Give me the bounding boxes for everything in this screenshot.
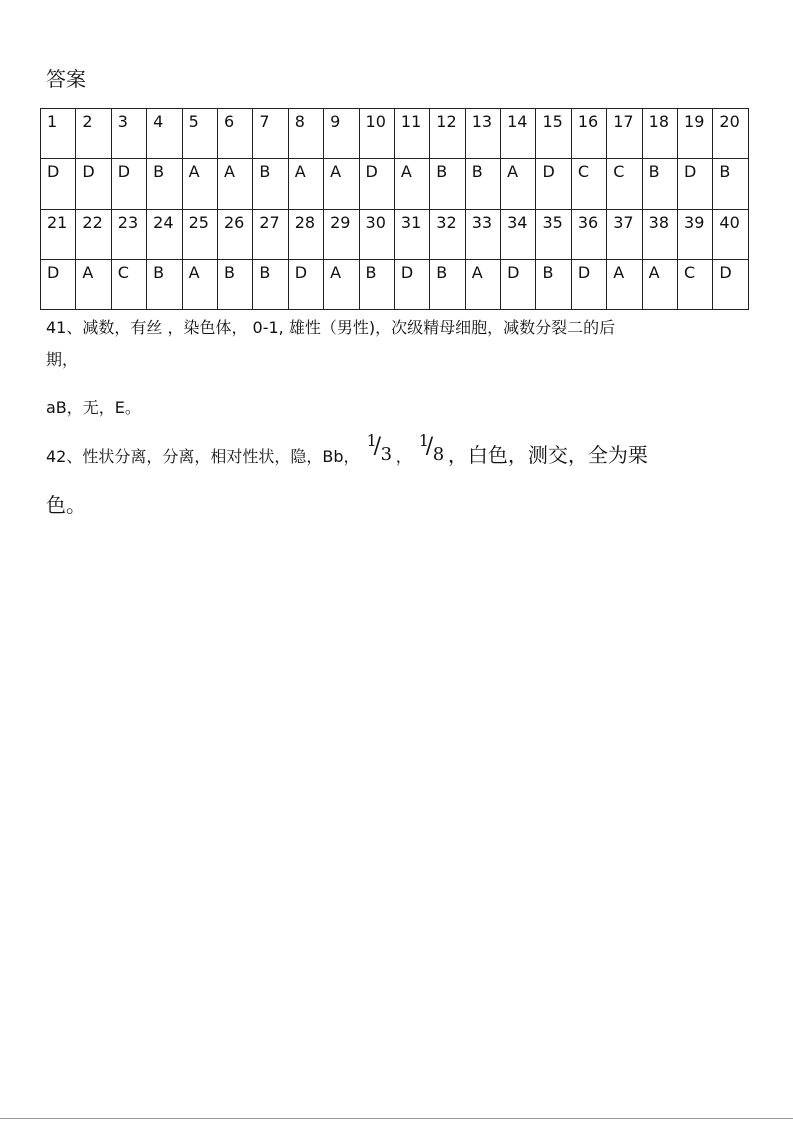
question-number-cell: 38	[642, 209, 677, 259]
question-number-cell: 39	[678, 209, 713, 259]
fraction-denominator: 3	[380, 444, 393, 465]
answer-cell: D	[41, 259, 76, 309]
question-number-cell: 4	[147, 109, 182, 159]
question-number-cell: 34	[501, 209, 536, 259]
answer-cell: A	[324, 159, 359, 209]
answer-cell: A	[465, 259, 500, 309]
fraction-one-eighth	[417, 431, 445, 468]
question-number-cell: 1	[41, 109, 76, 159]
q41-answer-line-2: 期，	[46, 350, 79, 369]
answer-cell: C	[111, 259, 146, 309]
question-number-cell: 19	[678, 109, 713, 159]
answer-table	[40, 108, 749, 310]
question-number-cell: 40	[713, 209, 749, 259]
question-number-row	[41, 209, 749, 259]
question-number-cell: 32	[430, 209, 465, 259]
answer-cell: D	[359, 159, 394, 209]
answer-cell: A	[394, 159, 429, 209]
answer-cell: D	[288, 259, 323, 309]
question-number-cell: 7	[253, 109, 288, 159]
answer-cell: B	[217, 259, 252, 309]
answer-cell: D	[713, 259, 749, 309]
answer-cell: A	[501, 159, 536, 209]
answer-cell: D	[571, 259, 606, 309]
answer-cell: D	[76, 159, 111, 209]
answer-cell: D	[501, 259, 536, 309]
question-number-cell: 3	[111, 109, 146, 159]
answer-cell: C	[607, 159, 642, 209]
answer-cell: A	[607, 259, 642, 309]
answer-cell: D	[536, 159, 571, 209]
answer-cell: A	[76, 259, 111, 309]
question-number-cell: 25	[182, 209, 217, 259]
question-number-cell: 17	[607, 109, 642, 159]
question-number-cell: 15	[536, 109, 571, 159]
answer-cell: A	[182, 159, 217, 209]
question-number-cell: 29	[324, 209, 359, 259]
question-number-cell: 13	[465, 109, 500, 159]
q42-part-2: ，白色，测交，全为栗	[447, 443, 648, 467]
question-number-cell: 28	[288, 209, 323, 259]
question-number-cell: 22	[76, 209, 111, 259]
question-number-cell: 30	[359, 209, 394, 259]
q42-answer-line-1	[46, 431, 648, 468]
question-number-cell: 31	[394, 209, 429, 259]
question-number-cell: 6	[217, 109, 252, 159]
q41-answer-line-1: 41、减数，有丝 ，染色体， 0-1, 雄性（男性)，次级精母细胞，减数分裂二的后	[46, 318, 616, 337]
page-title: 答案	[46, 67, 86, 91]
answer-cell: A	[288, 159, 323, 209]
question-number-cell: 18	[642, 109, 677, 159]
question-number-cell: 20	[713, 109, 749, 159]
answer-cell: B	[253, 259, 288, 309]
answer-cell: B	[253, 159, 288, 209]
question-number-cell: 9	[324, 109, 359, 159]
question-number-cell: 12	[430, 109, 465, 159]
question-number-cell: 14	[501, 109, 536, 159]
question-number-cell: 24	[147, 209, 182, 259]
question-number-cell: 2	[76, 109, 111, 159]
answer-cell: B	[713, 159, 749, 209]
answer-cell: D	[41, 159, 76, 209]
answer-cell: A	[324, 259, 359, 309]
answer-cell: D	[394, 259, 429, 309]
fraction-denominator: 8	[432, 444, 445, 465]
question-number-cell: 23	[111, 209, 146, 259]
q42-separator: ，	[395, 447, 412, 466]
question-number-cell: 8	[288, 109, 323, 159]
answer-cell: B	[430, 259, 465, 309]
answer-row	[41, 259, 749, 309]
answer-cell: B	[359, 259, 394, 309]
q42-answer-line-2: 色。	[46, 493, 86, 517]
fraction-slash: /	[373, 434, 382, 459]
question-number-cell: 11	[394, 109, 429, 159]
fraction-numerator: 1	[366, 431, 377, 450]
question-number-cell: 37	[607, 209, 642, 259]
question-number-cell: 36	[571, 209, 606, 259]
q41-answer-line-3: aB，无，E。	[46, 398, 141, 417]
answer-cell: C	[571, 159, 606, 209]
answer-row	[41, 159, 749, 209]
question-number-cell: 35	[536, 209, 571, 259]
question-number-cell: 10	[359, 109, 394, 159]
answer-cell: A	[217, 159, 252, 209]
question-number-cell: 26	[217, 209, 252, 259]
question-number-cell: 33	[465, 209, 500, 259]
answer-cell: B	[430, 159, 465, 209]
answer-cell: A	[642, 259, 677, 309]
answer-cell: A	[182, 259, 217, 309]
answer-cell: B	[536, 259, 571, 309]
fraction-slash: /	[425, 434, 434, 459]
q42-part-1: 42、性状分离，分离，相对性状，隐，Bb，	[46, 447, 360, 466]
question-number-cell: 21	[41, 209, 76, 259]
question-number-cell: 16	[571, 109, 606, 159]
question-number-row	[41, 109, 749, 159]
answer-cell: C	[678, 259, 713, 309]
answer-cell: D	[678, 159, 713, 209]
question-number-cell: 27	[253, 209, 288, 259]
answer-cell: B	[642, 159, 677, 209]
page-bottom-rule	[0, 1118, 793, 1119]
answer-cell: D	[111, 159, 146, 209]
fraction-one-third	[365, 431, 393, 468]
question-number-cell: 5	[182, 109, 217, 159]
answer-cell: B	[147, 259, 182, 309]
fraction-numerator: 1	[418, 431, 429, 450]
answer-cell: B	[147, 159, 182, 209]
answer-cell: B	[465, 159, 500, 209]
